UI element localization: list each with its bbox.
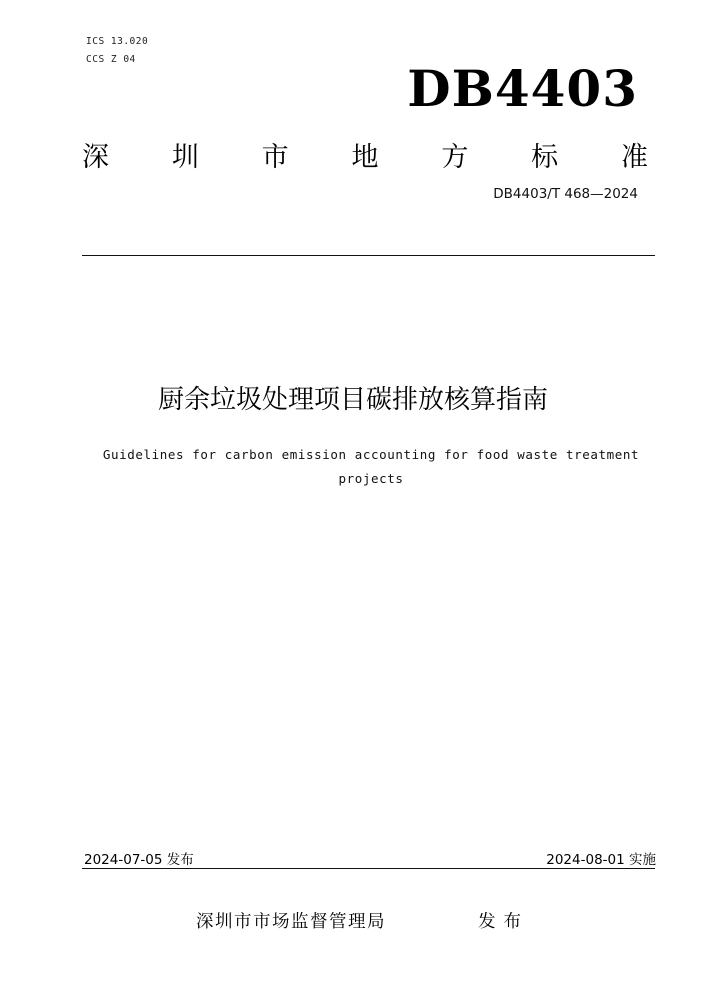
document-title-cn: 厨余垃圾处理项目碳排放核算指南 (157, 385, 548, 415)
publisher-name: 深圳市市场监督管理局 (196, 912, 386, 932)
issue-date: 2024-07-05 发布 (84, 852, 194, 868)
standard-type-char: 标 (531, 141, 559, 173)
standard-type-char: 地 (351, 141, 379, 173)
standard-number: DB4403/T 468—2024 (493, 186, 638, 202)
header-divider (82, 255, 655, 256)
publish-label: 发布 (478, 912, 529, 932)
document-title-en-line1: Guidelines for carbon emission accounting for food waste treatment (102, 447, 640, 462)
document-title-en-line2: projects (338, 471, 404, 486)
standard-type-heading (82, 134, 648, 174)
standard-type-char: 准 (620, 141, 648, 173)
ccs-code: CCS Z 04 (86, 54, 136, 65)
standard-type-char: 深 (82, 141, 109, 173)
implementation-date: 2024-08-01 实施 (546, 852, 656, 868)
standard-type-char: 圳 (171, 141, 199, 173)
ics-code: ICS 13.020 (86, 36, 149, 47)
footer-divider (82, 868, 655, 869)
document-title-en (86, 443, 656, 491)
standard-type-char: 市 (261, 141, 289, 173)
standard-type-char: 方 (441, 141, 469, 173)
standard-code-logo: DB4403 (407, 59, 638, 118)
